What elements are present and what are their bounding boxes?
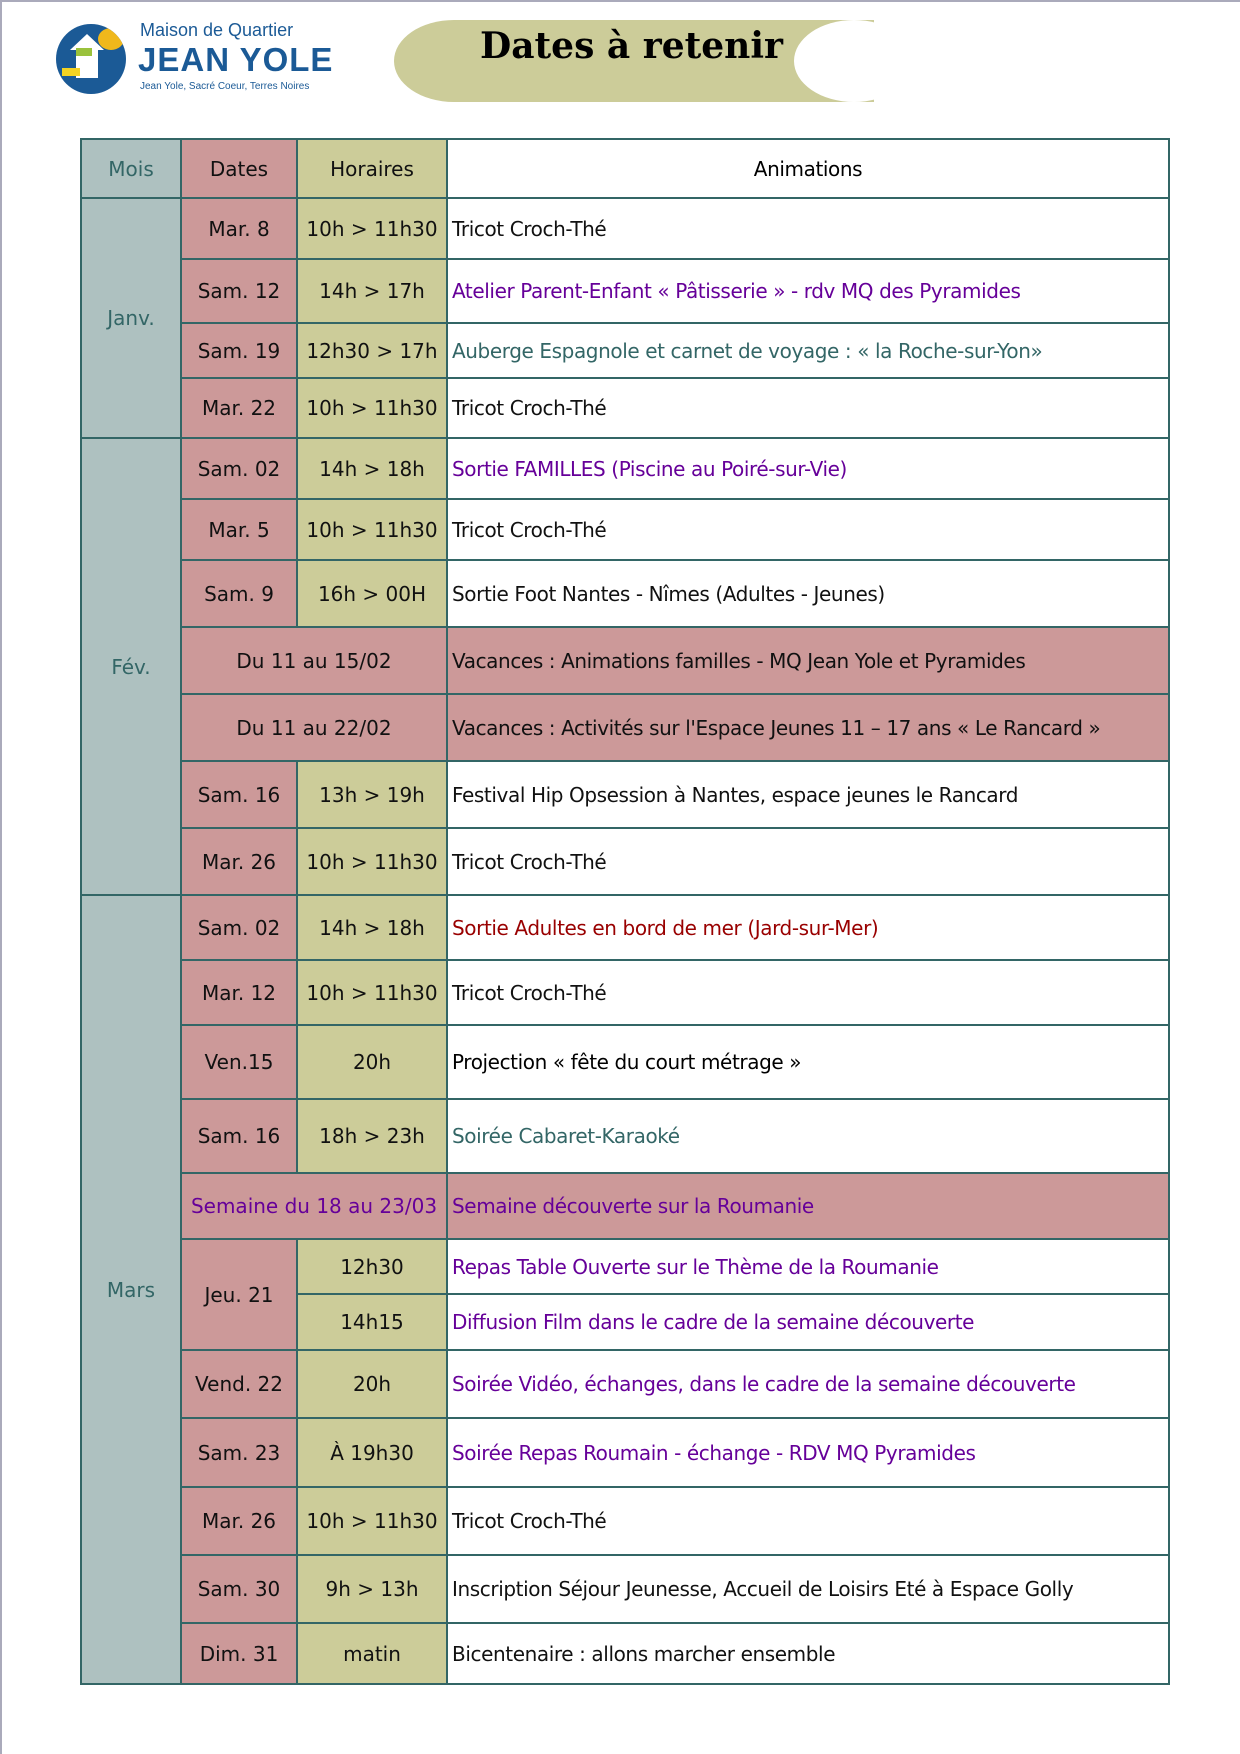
time-cell: 14h > 18h — [297, 438, 447, 499]
date-cell: Sam. 23 — [181, 1418, 297, 1487]
month-mar: Mars — [81, 895, 181, 1684]
time-cell: 10h > 11h30 — [297, 198, 447, 259]
title-banner — [394, 20, 874, 102]
month-feb: Fév. — [81, 438, 181, 895]
animation-cell: Sortie FAMILLES (Piscine au Poiré-sur-Vie) — [447, 438, 1169, 499]
time-cell: 14h > 18h — [297, 895, 447, 960]
table-row — [81, 1099, 1169, 1173]
animation-cell: Tricot Croch-Thé — [447, 960, 1169, 1025]
time-cell: 18h > 23h — [297, 1099, 447, 1173]
animation-cell: Vacances : Activités sur l'Espace Jeunes 11 – 17 ans « Le Rancard » — [447, 694, 1169, 761]
animation-cell: Projection « fête du court métrage » — [447, 1025, 1169, 1099]
date-cell: Mar. 26 — [181, 828, 297, 895]
header-animations: Animations — [447, 139, 1169, 198]
date-cell: Sam. 30 — [181, 1555, 297, 1623]
table-row — [81, 198, 1169, 259]
date-cell: Sam. 16 — [181, 761, 297, 828]
table-row — [81, 1487, 1169, 1555]
schedule-table — [80, 138, 1170, 1685]
time-cell: 14h > 17h — [297, 259, 447, 323]
month-jan: Janv. — [81, 198, 181, 438]
time-cell: 20h — [297, 1350, 447, 1418]
animation-cell: Tricot Croch-Thé — [447, 198, 1169, 259]
logo-emblem-icon — [56, 24, 126, 94]
animation-cell: Soirée Vidéo, échanges, dans le cadre de la semaine découverte — [447, 1350, 1169, 1418]
logo-line1: Maison de Quartier — [140, 20, 294, 40]
date-cell: Ven.15 — [181, 1025, 297, 1099]
table-row — [81, 1350, 1169, 1418]
table-row — [81, 499, 1169, 560]
animation-cell: Tricot Croch-Thé — [447, 378, 1169, 438]
page-title: Dates à retenir — [480, 25, 783, 67]
header-horaires: Horaires — [297, 139, 447, 198]
date-cell: Dim. 31 — [181, 1623, 297, 1684]
table-row — [81, 1623, 1169, 1684]
time-cell: 9h > 13h — [297, 1555, 447, 1623]
animation-cell: Atelier Parent-Enfant « Pâtisserie » - rdv MQ des Pyramides — [447, 259, 1169, 323]
table-row — [81, 378, 1169, 438]
table-row — [81, 694, 1169, 761]
date-range-cell: Semaine du 18 au 23/03 — [181, 1173, 447, 1239]
header-mois: Mois — [81, 139, 181, 198]
table-row — [81, 1239, 1169, 1294]
header-row — [81, 139, 1169, 198]
logo — [56, 20, 346, 100]
animation-cell: Auberge Espagnole et carnet de voyage : « la Roche-sur-Yon» — [447, 323, 1169, 378]
date-cell: Mar. 12 — [181, 960, 297, 1025]
time-cell: 13h > 19h — [297, 761, 447, 828]
time-cell: 14h15 — [297, 1294, 447, 1350]
table-row — [81, 1418, 1169, 1487]
time-cell: matin — [297, 1623, 447, 1684]
time-cell: 12h30 — [297, 1239, 447, 1294]
table-row — [81, 960, 1169, 1025]
date-cell: Mar. 8 — [181, 198, 297, 259]
date-cell: Mar. 5 — [181, 499, 297, 560]
time-cell: 10h > 11h30 — [297, 499, 447, 560]
animation-cell: Soirée Cabaret-Karaoké — [447, 1099, 1169, 1173]
animation-cell: Sortie Foot Nantes - Nîmes (Adultes - Jeunes) — [447, 560, 1169, 627]
time-cell: 12h30 > 17h — [297, 323, 447, 378]
date-cell: Vend. 22 — [181, 1350, 297, 1418]
date-cell: Sam. 19 — [181, 323, 297, 378]
time-cell: 20h — [297, 1025, 447, 1099]
logo-line3: Jean Yole, Sacré Coeur, Terres Noires — [140, 81, 310, 92]
time-cell: 10h > 11h30 — [297, 828, 447, 895]
time-cell: 10h > 11h30 — [297, 1487, 447, 1555]
date-cell: Mar. 26 — [181, 1487, 297, 1555]
table-row — [81, 323, 1169, 378]
animation-cell: Vacances : Animations familles - MQ Jean Yole et Pyramides — [447, 627, 1169, 694]
table-row — [81, 438, 1169, 499]
table-row — [81, 627, 1169, 694]
date-cell: Sam. 02 — [181, 895, 297, 960]
table-row — [81, 828, 1169, 895]
animation-cell: Festival Hip Opsession à Nantes, espace jeunes le Rancard — [447, 761, 1169, 828]
table-row — [81, 1555, 1169, 1623]
logo-line2: JEAN YOLE — [138, 41, 334, 78]
header-dates: Dates — [181, 139, 297, 198]
animation-cell: Tricot Croch-Thé — [447, 499, 1169, 560]
table-row — [81, 761, 1169, 828]
table-row — [81, 1173, 1169, 1239]
date-cell: Sam. 16 — [181, 1099, 297, 1173]
animation-cell: Repas Table Ouverte sur le Thème de la Roumanie — [447, 1239, 1169, 1294]
table-row — [81, 560, 1169, 627]
time-cell: 10h > 11h30 — [297, 960, 447, 1025]
date-cell: Sam. 02 — [181, 438, 297, 499]
date-cell: Jeu. 21 — [181, 1239, 297, 1350]
animation-cell: Tricot Croch-Thé — [447, 1487, 1169, 1555]
table-row — [81, 1025, 1169, 1099]
animation-cell: Soirée Repas Roumain - échange - RDV MQ Pyramides — [447, 1418, 1169, 1487]
date-cell: Mar. 22 — [181, 378, 297, 438]
date-range-cell: Du 11 au 15/02 — [181, 627, 447, 694]
animation-cell: Semaine découverte sur la Roumanie — [447, 1173, 1169, 1239]
animation-cell: Inscription Séjour Jeunesse, Accueil de Loisirs Eté à Espace Golly — [447, 1555, 1169, 1623]
date-range-cell: Du 11 au 22/02 — [181, 694, 447, 761]
animation-cell: Bicentenaire : allons marcher ensemble — [447, 1623, 1169, 1684]
table-row — [81, 259, 1169, 323]
time-cell: 16h > 00H — [297, 560, 447, 627]
date-cell: Sam. 12 — [181, 259, 297, 323]
animation-cell: Diffusion Film dans le cadre de la semaine découverte — [447, 1294, 1169, 1350]
animation-cell: Sortie Adultes en bord de mer (Jard-sur-Mer) — [447, 895, 1169, 960]
table-row — [81, 895, 1169, 960]
date-cell: Sam. 9 — [181, 560, 297, 627]
animation-cell: Tricot Croch-Thé — [447, 828, 1169, 895]
time-cell: À 19h30 — [297, 1418, 447, 1487]
time-cell: 10h > 11h30 — [297, 378, 447, 438]
